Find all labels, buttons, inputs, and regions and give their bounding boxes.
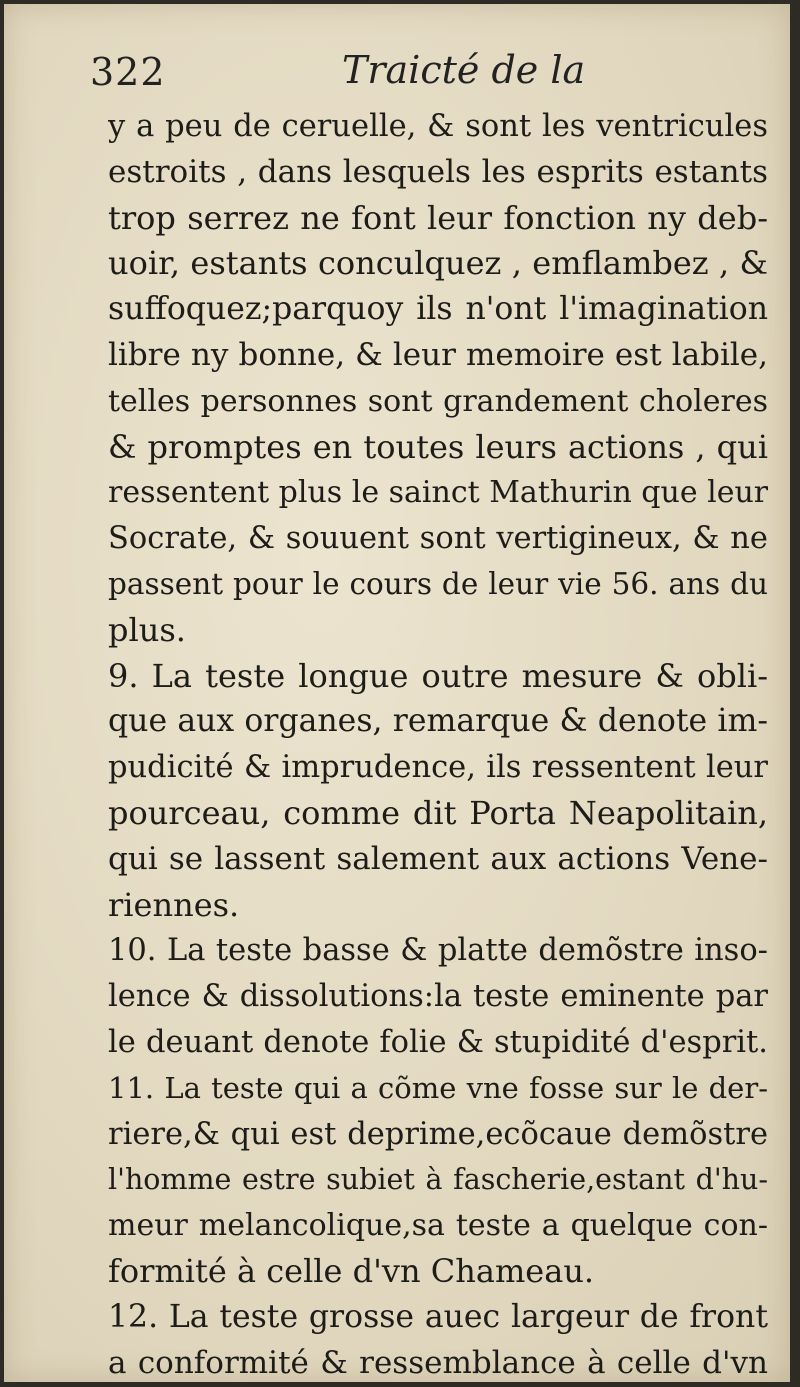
text-line: a conformité & ressemblance à celle d'vn [108,1344,768,1381]
text-line: formité à celle d'vn Chameau. [108,1251,595,1290]
text-line: passent pour le cours de leur vie 56. ans du [108,566,768,601]
text-line: riennes. [108,885,240,924]
text-line: meur melancolique,sa teste a quelque con- [108,1208,768,1244]
text-line: & promptes en toutes leurs actions , qui [108,427,768,466]
text-line: telles personnes sont grandement choleres [108,383,768,419]
page-header [4,42,790,102]
page-number: 322 [90,50,166,94]
text-line: qui se lassent salement aux actions Vene- [108,840,768,877]
text-line: estroits , dans lesquels les esprits estants [108,153,768,190]
text-line: suffoquez;parquoy ils n'ont l'imagination [108,291,768,328]
text-line: uoir, estants conculquez , emflambez , & [108,244,768,283]
text-line: 11. La teste qui a cõme vne fosse sur le der- [108,1070,768,1105]
text-line: le deuant denote folie & stupidité d'esprit. [108,1024,768,1060]
text-line: lence & dissolutions:la teste eminente par [108,979,768,1015]
text-line: 9. La teste longue outre mesure & obli- [108,656,768,695]
text-line: trop serrez ne font leur fonction ny deb- [108,198,768,237]
text-line: Socrate, & souuent sont vertigineux, & ne [108,521,768,557]
text-line: que aux organes, remarque & denote im- [108,703,768,740]
text-line: pudicité & imprudence, ils ressentent leur [108,750,768,786]
text-line: 10. La teste basse & platte demõstre inso- [108,933,768,969]
body-text [108,104,768,1382]
text-line: ressentent plus le sainct Mathurin que leur [108,475,768,511]
book-page [4,4,790,1382]
text-line: riere,& qui est deprime,ecõcaue demõstre [108,1116,768,1152]
text-line: l'homme estre subiet à fascherie,estant d'hu- [108,1163,768,1197]
text-line: y a peu de ceruelle, & sont les ventricules [108,109,768,144]
running-title: Traicté de la [342,48,586,92]
text-line: pourceau, comme dit Porta Neapolitain, [108,793,768,832]
text-line: 12. La teste grosse auec largeur de front [108,1298,768,1335]
text-line: libre ny bonne, & leur memoire est labile, [108,336,768,373]
text-line: plus. [108,610,186,649]
